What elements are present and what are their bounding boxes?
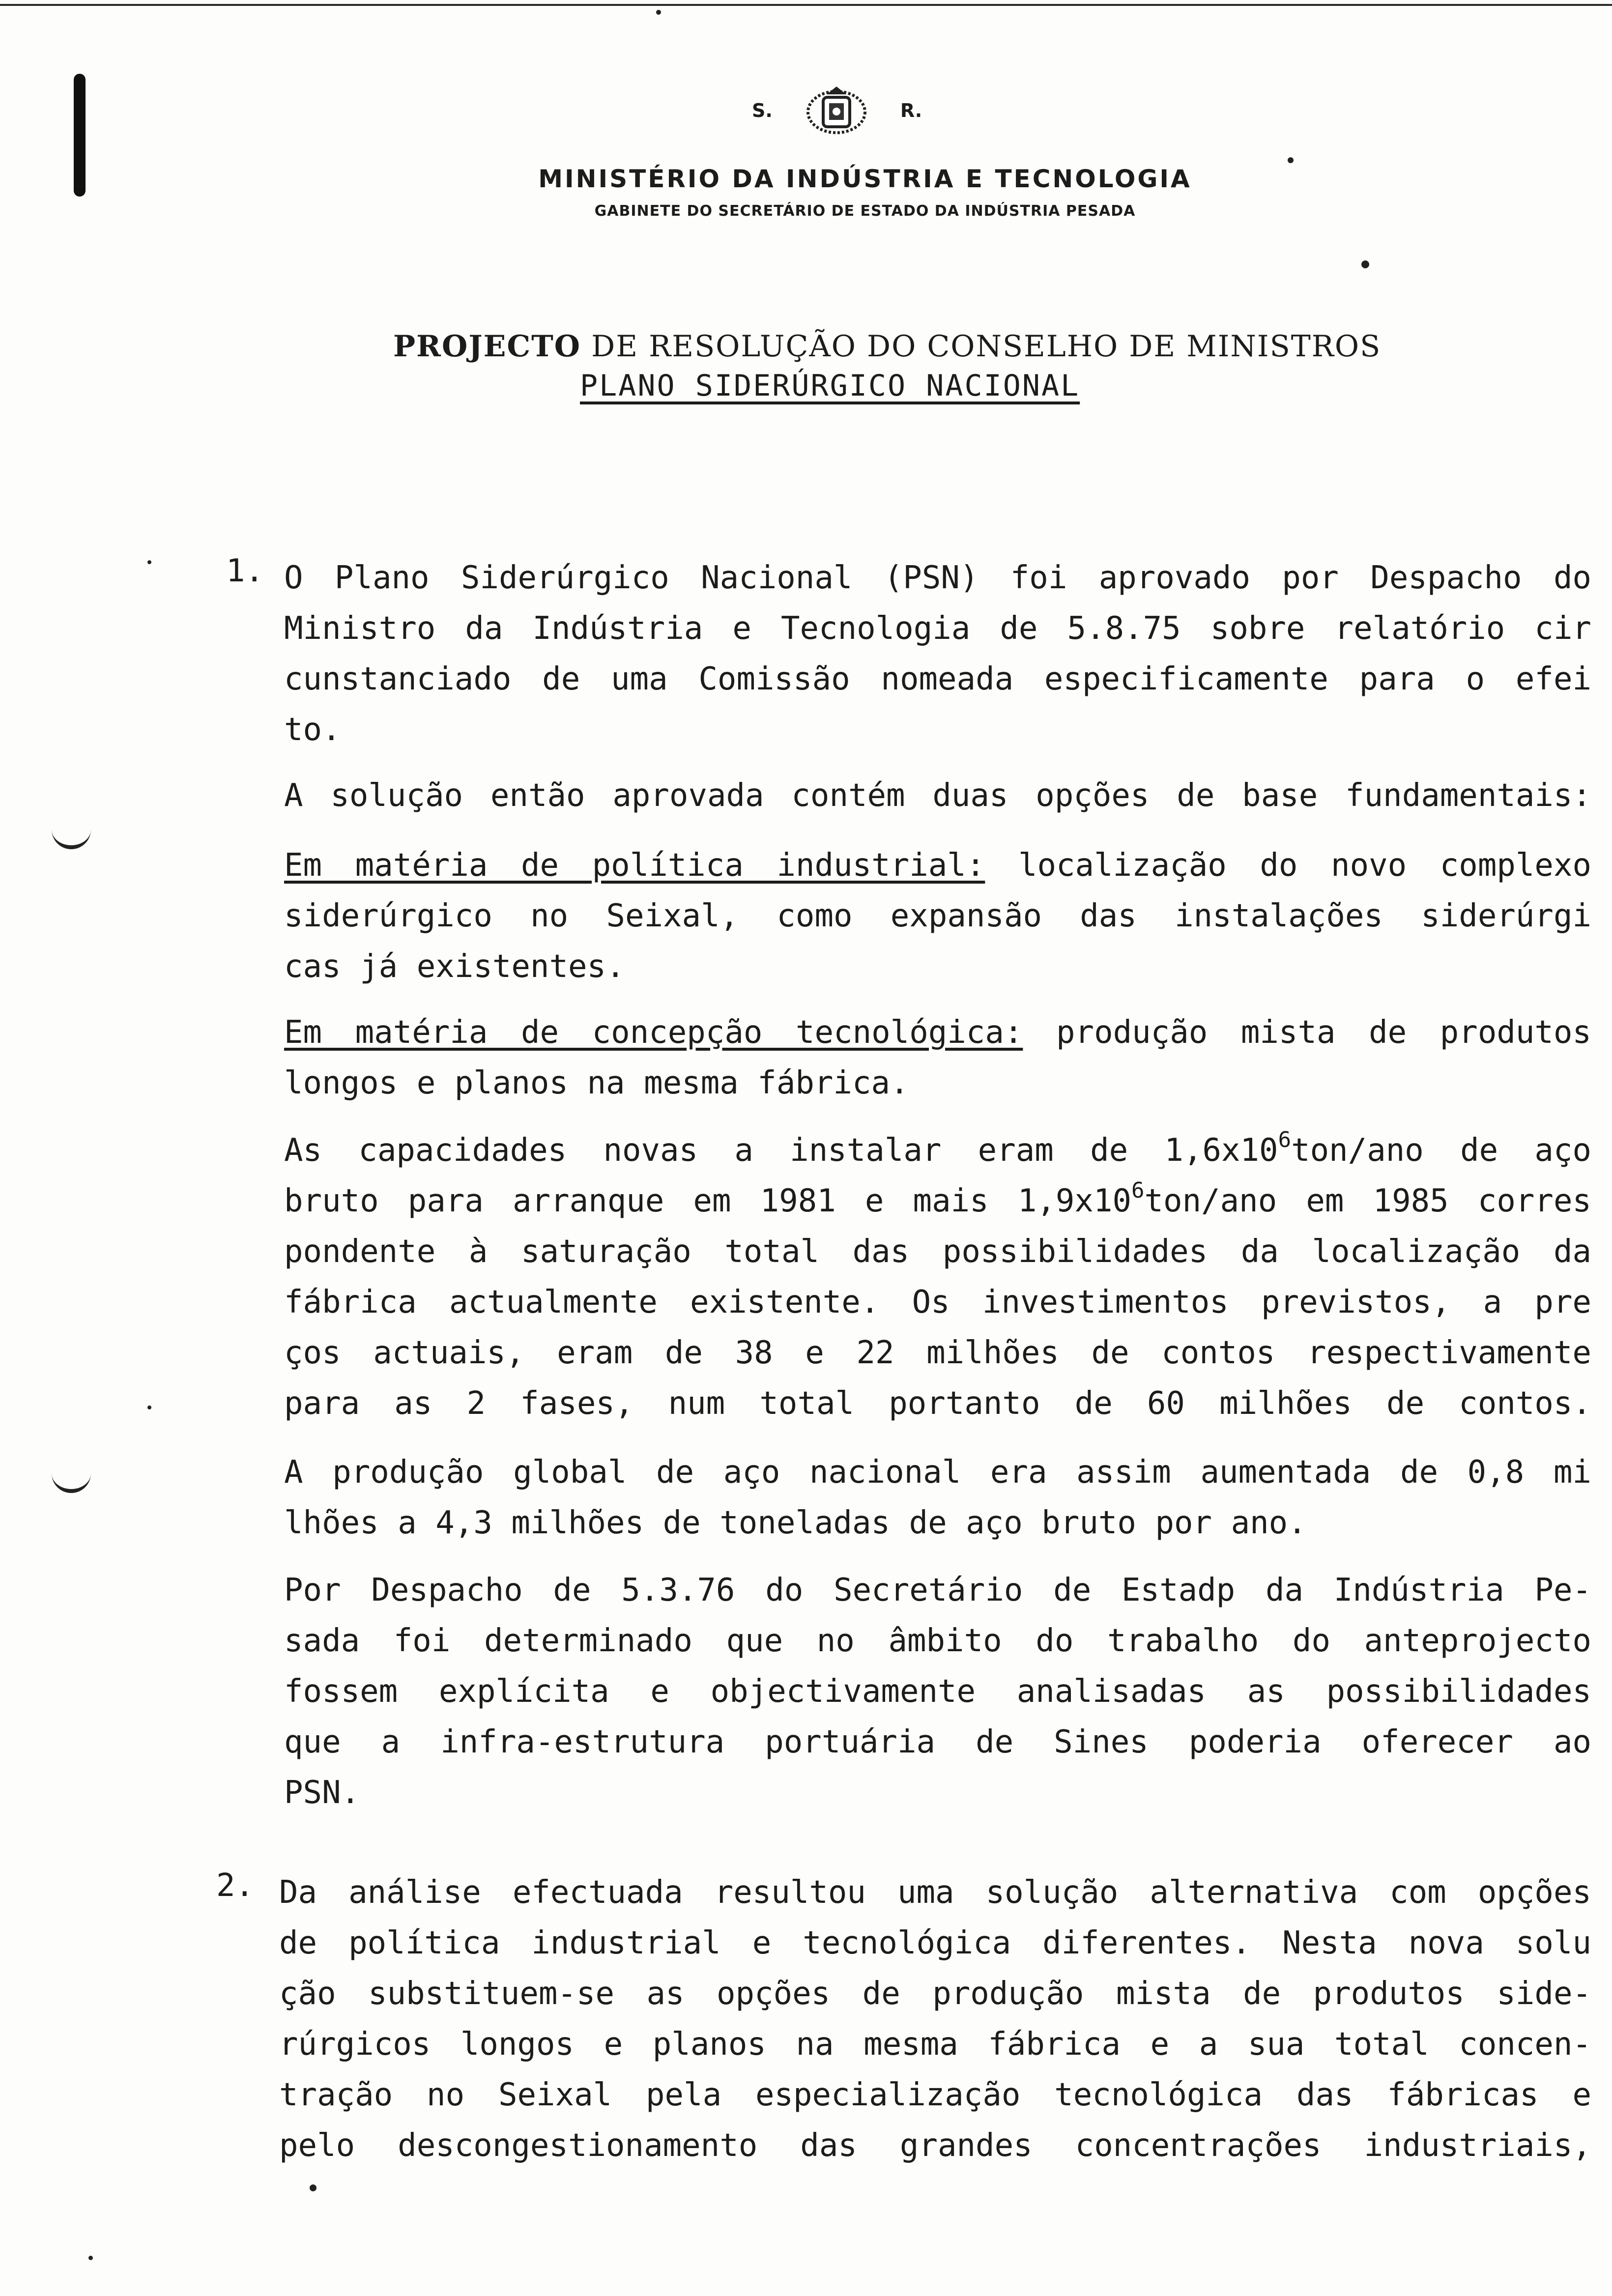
- paragraph: [284, 1447, 1591, 1549]
- text-run: ton/ano em 1985 corres: [1144, 1183, 1592, 1219]
- paragraph: [279, 1867, 1591, 2171]
- text-line: cunstanciado de uma Comissão nomeada especificamente para o efei: [284, 661, 1591, 697]
- text-line: [284, 1125, 1591, 1176]
- paragraph: [284, 1125, 1591, 1429]
- title-lead: PROJECTO: [393, 329, 581, 364]
- paragraph: [284, 553, 1591, 755]
- paragraph: [284, 1007, 1591, 1109]
- text-line: rúrgicos longos e planos na mesma fábrica e a sua total concen-: [279, 2026, 1591, 2063]
- text-run: As capacidades novas a instalar eram de 1,6x10: [284, 1132, 1278, 1169]
- coat-of-arms-icon: [800, 84, 873, 138]
- text-run: bruto para arranque em 1981 e mais 1,9x10: [284, 1183, 1132, 1219]
- text-line: fábrica actualmente existente. Os investimentos previstos, a pre: [284, 1284, 1591, 1320]
- text-line: [284, 1176, 1591, 1227]
- text-line: Por Despacho de 5.3.76 do Secretário de Estadp da Indústria Pe-: [284, 1572, 1591, 1608]
- text-line: A solução então aprovada contém duas opções de base fundamentais:: [284, 777, 1591, 814]
- text-line: [284, 840, 1591, 891]
- exponent: 6: [1131, 1177, 1145, 1203]
- document-subtitle: PLANO SIDERÚRGICO NACIONAL: [580, 369, 1080, 403]
- text-line: to.: [284, 712, 341, 748]
- page-top-rule: [0, 4, 1612, 6]
- text-line: O Plano Siderúrgico Nacional (PSN) foi aprovado por Despacho do: [284, 560, 1591, 596]
- text-line: Da análise efectuada resultou uma solução alternativa com opções: [279, 1874, 1591, 1911]
- underlined-heading: Em matéria de política industrial:: [284, 847, 985, 884]
- ink-speck: [1288, 157, 1294, 163]
- paragraph: [284, 1565, 1591, 1818]
- letterhead-initial-right: R.: [900, 100, 922, 121]
- fold-mark: [52, 826, 91, 849]
- text-line: siderúrgico no Seixal, como expansão das instalações siderúrgi: [284, 898, 1591, 934]
- letterhead: [752, 84, 922, 138]
- ministry-name: MINISTÉRIO DA INDÚSTRIA E TECNOLOGIA: [538, 165, 1192, 193]
- text-line: pondente à saturação total das possibilidades da localização da: [284, 1234, 1591, 1270]
- text-line: fossem explícita e objectivamente analisadas as possibilidades: [284, 1673, 1591, 1710]
- paragraph: [284, 840, 1591, 992]
- exponent: 6: [1278, 1127, 1292, 1152]
- text-line: que a infra-estrutura portuária de Sines poderia oferecer ao: [284, 1724, 1591, 1760]
- ink-speck: [310, 2184, 317, 2191]
- text-line: ção substituem-se as opções de produção mista de produtos side-: [279, 1976, 1591, 2012]
- text-line: longos e planos na mesma fábrica.: [284, 1065, 909, 1101]
- text-line: tração no Seixal pela especialização tecnológica das fábricas e: [279, 2077, 1591, 2113]
- section-number: 1.: [226, 553, 264, 589]
- ink-speck: [1361, 260, 1369, 268]
- text-line: lhões a 4,3 milhões de toneladas de aço bruto por ano.: [284, 1505, 1307, 1541]
- title-rest: DE RESOLUÇÃO DO CONSELHO DE MINISTROS: [581, 329, 1382, 364]
- text-line: de política industrial e tecnológica diferentes. Nesta nova solu: [279, 1925, 1591, 1961]
- paragraph: [284, 771, 1591, 821]
- document-title: [393, 329, 1381, 364]
- text-line: [284, 1007, 1591, 1058]
- text-run: localização do novo complexo: [1018, 847, 1592, 884]
- ink-speck: [656, 10, 661, 15]
- fold-mark: [52, 1469, 91, 1493]
- text-line: A produção global de aço nacional era assim aumentada de 0,8 mi: [284, 1454, 1591, 1491]
- ink-speck: [147, 560, 151, 564]
- text-run: ton/ano de aço: [1291, 1132, 1592, 1169]
- underlined-heading: Em matéria de concepção tecnológica:: [284, 1014, 1023, 1051]
- ink-speck: [147, 1406, 151, 1409]
- text-line: para as 2 fases, num total portanto de 60 milhões de contos.: [284, 1385, 1591, 1422]
- text-line: Ministro da Indústria e Tecnologia de 5.8.75 sobre relatório cir: [284, 610, 1591, 647]
- text-line: cas já existentes.: [284, 948, 625, 985]
- text-line: PSN.: [284, 1775, 360, 1811]
- text-run: produção mista de produtos: [1056, 1014, 1592, 1051]
- letterhead-initial-left: S.: [752, 100, 773, 121]
- text-line: ços actuais, eram de 38 e 22 milhões de contos respectivamente: [284, 1335, 1591, 1371]
- section-number: 2.: [216, 1867, 255, 1904]
- ink-speck: [88, 2256, 93, 2260]
- cabinet-name: GABINETE DO SECRETÁRIO DE ESTADO DA INDÚSTRIA PESADA: [594, 202, 1136, 220]
- text-line: sada foi determinado que no âmbito do trabalho do anteprojecto: [284, 1623, 1591, 1659]
- text-line: pelo descongestionamento das grandes concentrações industriais,: [279, 2127, 1591, 2164]
